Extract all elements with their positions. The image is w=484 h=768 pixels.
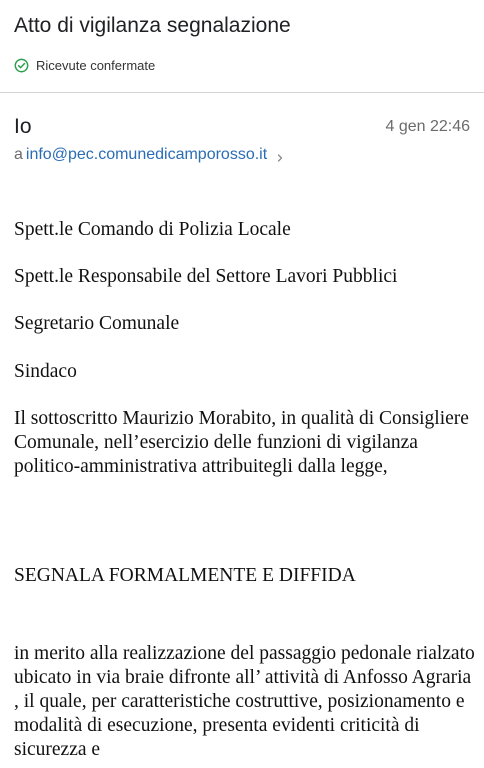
body-paragraph: Spett.le Comando di Polizia Locale — [14, 219, 291, 240]
message-header — [0, 0, 484, 93]
body-paragraph: Spett.le Responsabile del Settore Lavori Pubblici — [14, 266, 398, 287]
body-paragraph: Il sottoscritto Maurizio Morabito, in qualità di Consigliere Comunale, nell’esercizio delle funzioni di vigilanza politico-amministrativa attribuitegli dalla legge, — [14, 408, 469, 477]
body-paragraph: Segretario Comunale — [14, 313, 180, 334]
message-date: 4 gen 22:46 — [385, 118, 470, 135]
receipt-status[interactable] — [14, 56, 155, 74]
message-subject: Atto di vigilanza segnalazione — [14, 14, 291, 37]
sender-name: Io — [14, 115, 32, 138]
sender-row — [14, 115, 470, 139]
recipient-prefix: a — [14, 146, 23, 163]
check-circle-icon — [14, 58, 29, 73]
body-paragraph: SEGNALA FORMALMENTE E DIFFIDA — [14, 565, 356, 586]
receipt-label: Ricevute confermate — [36, 57, 156, 73]
body-paragraph: Sindaco — [14, 361, 77, 382]
body-paragraph: in merito alla realizzazione del passaggio pedonale rialzato ubicato in via braie difronte all’ attività di Anfosso Agraria , il quale, per caratteristiche costruttive, posizionamento e modalità di esecuzione, presenta evidenti criticità di sicurezza e — [14, 643, 475, 760]
recipient-email-link[interactable]: info@pec.comunedicamporosso.it — [25, 146, 268, 163]
chevron-right-icon[interactable] — [275, 150, 285, 160]
recipient-row[interactable] — [14, 145, 285, 165]
